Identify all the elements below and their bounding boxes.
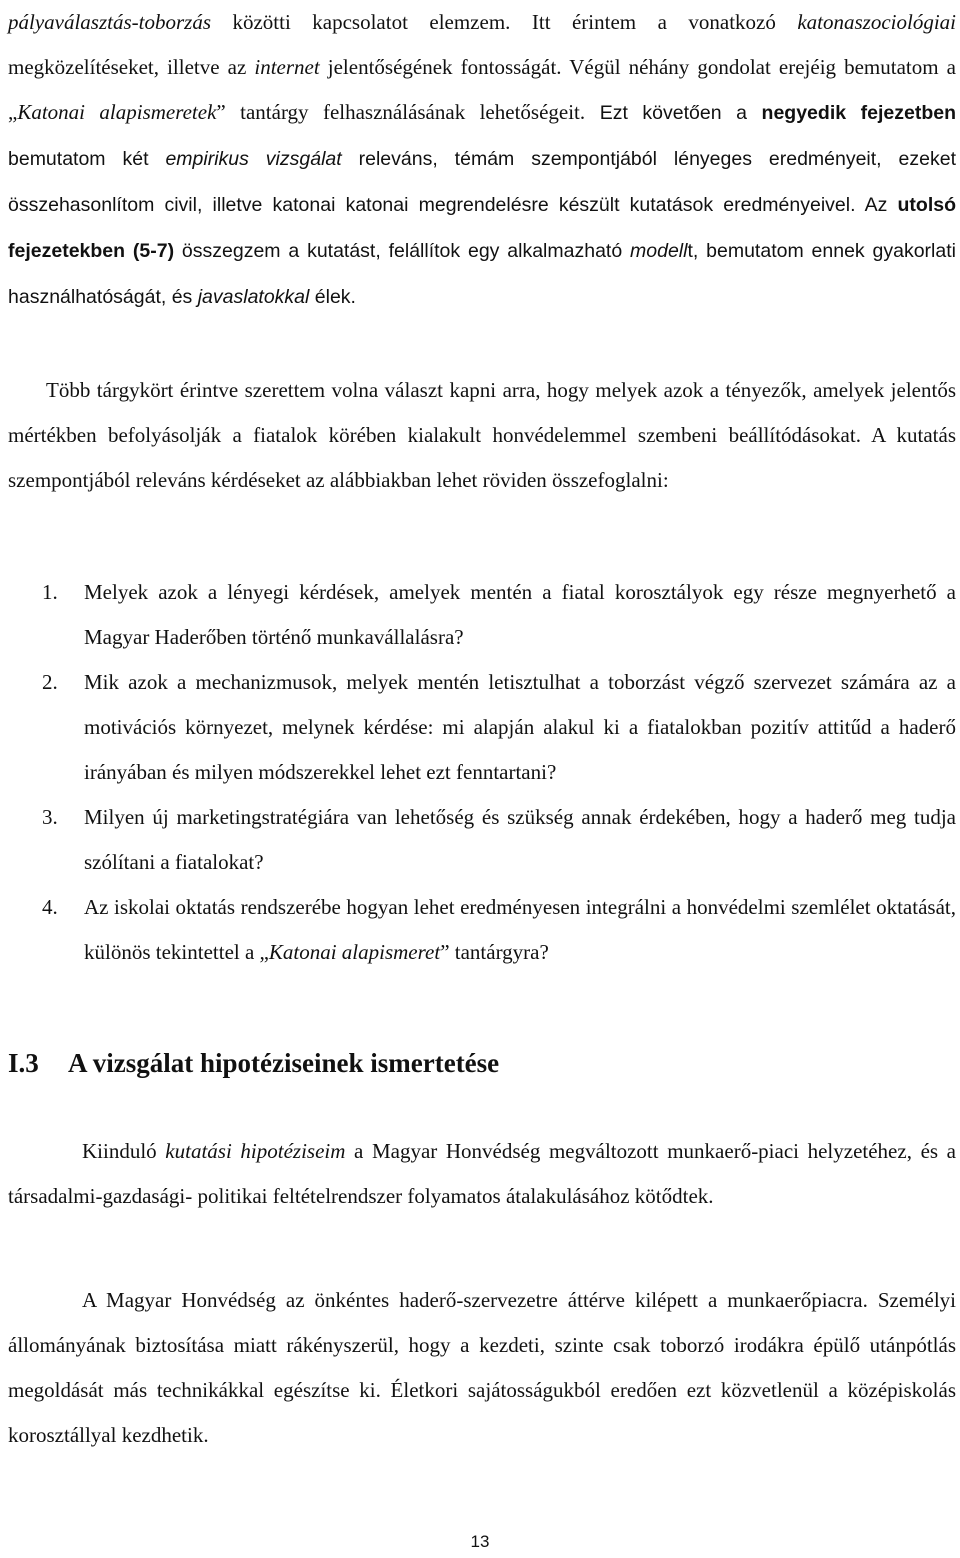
hypothesis-paragraph: Kiinduló kutatási hipotéziseim a Magyar Honvédség megváltozott munkaerő-piaci helyzetéhez, és a társadalmi-gazdasági- politikai feltételrendszer folyamatos átalakulásához kötődtek.	[8, 1139, 956, 1208]
list-item: 3. Milyen új marketingstratégiára van lehetőség és szükség annak érdekében, hogy a haderő meg tudja szólítani a fiatalokat?	[42, 805, 956, 874]
list-item: 2. Mik azok a mechanizmusok, melyek mentén letisztulhat a toborzást végző szervezet számára az a motivációs környezet, melynek kérdése: mi alapján alakul ki a fiatalokban pozitív attitűd a haderő irányában és milyen módszerekkel lehet ezt fenntartani?	[42, 670, 956, 784]
list-item: 1. Melyek azok a lényegi kérdések, amelyek mentén a fiatal korosztályok egy része megnyerhető a Magyar Haderőben történő munkavállalásra?	[42, 580, 956, 649]
intro-paragraph: pályaválasztás-toborzás közötti kapcsolatot elemzem. Itt érintem a vonatkozó katonaszociológiai megközelítéseket, illetve az internet jelentőségének fontosságát. Végül néhány gondolat erejéig bemutatom a „Katonai alapismeretek” tantárgy felhasználásának lehetőségeit. Ezt követően a negyedik fejezetben bemutatom két empirikus vizsgálat releváns, témám szempontjából lényeges eredményeit, ezeket összehasonlítom civil, illetve katonai katonai megrendelésre készült kutatások eredményeivel. Az utolsó fejezetekben (5-7) összegzem a kutatást, felállítok egy alkalmazható modellt, bemutatom ennek gyakorlati használhatóságát, és javaslatokkal élek.	[8, 10, 956, 308]
text-italic: pályaválasztás-toborzás	[8, 10, 212, 34]
list-item: 4. Az iskolai oktatás rendszerébe hogyan lehet eredményesen integrálni a honvédelmi szemlélet oktatását, különös tekintettel a „Katonai alapismeret” tantárgyra?	[42, 895, 956, 964]
page-number: 13	[470, 1532, 490, 1551]
section-number: I.3	[8, 1048, 39, 1078]
sans-segment: Ezt követően a negyedik fejezetben bemutatom két empirikus vizsgálat releváns, témám szempontjából lényeges eredményeit, ezeket összehasonlítom civil, illetve katonai katonai megrendelésre készült kutatások eredményeivel. Az utolsó fejezetekben (5-7) összegzem a kutatást, felállítok egy alkalmazható modellt, bemutatom ennek gyakorlati használhatóságát, és javaslatokkal élek.	[8, 102, 956, 308]
research-questions-list	[8, 570, 956, 975]
section-title: A vizsgálat hipotéziseinek ismertetése	[68, 1048, 500, 1078]
labor-market-paragraph: A Magyar Honvédség az önkéntes haderő-szervezetre áttérve kilépett a munkaerőpiacra. Személyi állományának biztosítása miatt rákényszerül, hogy a kezdeti, szinte csak toborzó irodákra épülő utánpótlás megoldását más technikákkal egészítse ki. Életkori sajátosságukból eredően ezt közvetlenül a középiskolás korosztállyal kezdhetik.	[8, 1288, 956, 1447]
section-heading	[8, 1041, 499, 1086]
research-questions-intro: Több tárgykört érintve szerettem volna választ kapni arra, hogy melyek azok a tényezők, amelyek jelentős mértékben befolyásolják a fiatalok körében kialakult honvédelemmel szembeni beállítódásokat. A kutatás szempontjából releváns kérdéseket az alábbiakban lehet röviden összefoglalni:	[8, 378, 956, 492]
